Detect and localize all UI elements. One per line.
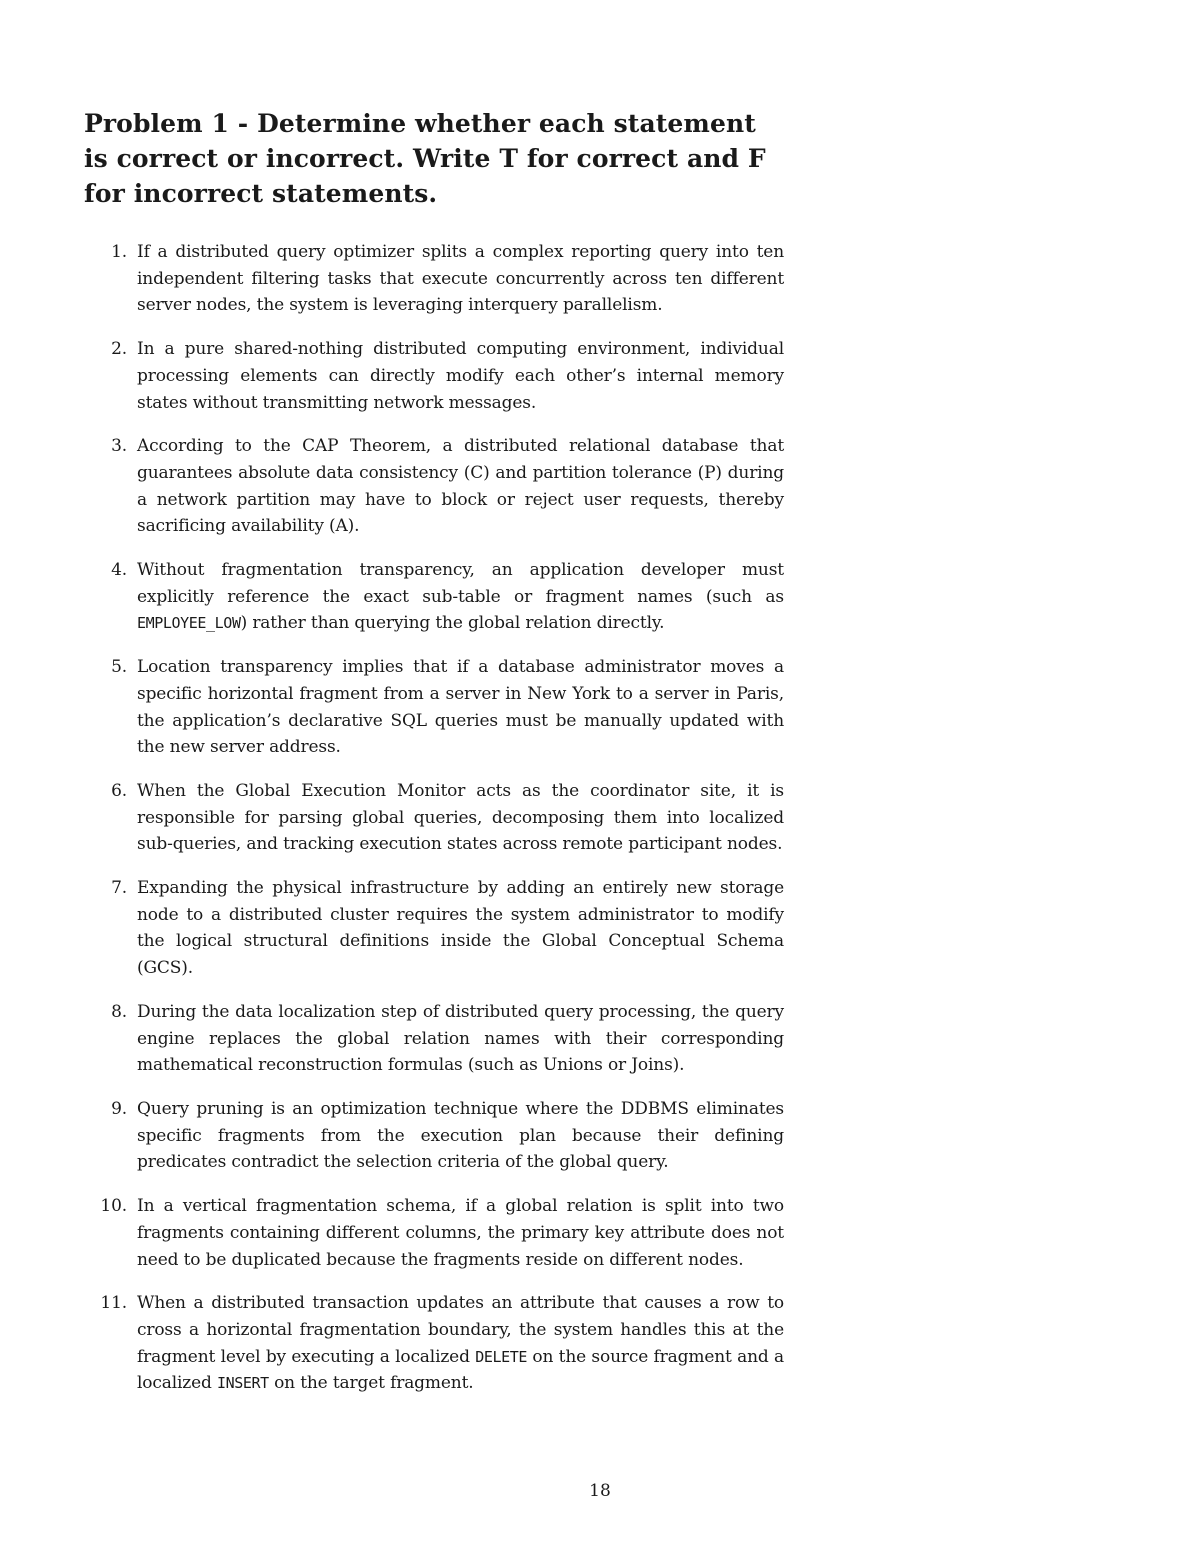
statement-number: 2. — [111, 339, 127, 360]
statement-text: During the data localization step of distributed query processing, the query engine replaces the global relation names with their corresponding mathematical reconstruction formulas (such as Unions or Joins). — [137, 1001, 784, 1076]
page-number: 18 — [589, 1481, 611, 1501]
statement-item — [84, 1096, 784, 1176]
statement-item — [84, 778, 784, 858]
statement-number: 6. — [111, 780, 127, 801]
statement-item — [84, 1193, 784, 1273]
statement-number: 1. — [111, 242, 127, 262]
statement-text: According to the CAP Theorem, a distributed relational database that guarantees absolute data consistency (C) and partition tolerance (P) during a network partition may have to block or reject user requests, thereby sacrificing availability (A). — [137, 436, 784, 537]
statement-text: In a pure shared-nothing distributed computing environment, individual processing elements can directly modify each other’s internal memory states without transmitting network messages. — [137, 339, 784, 413]
statement-number: 7. — [111, 878, 127, 899]
statement-text: When a distributed transaction updates an attribute that causes a row to cross a horizontal fragmentation boundary, the system handles this at the fragment level by executing a localized — [137, 1293, 784, 1367]
statement-number: 5. — [111, 657, 127, 678]
statement-text: Location transparency implies that if a database administrator moves a specific horizontal fragment from a server in New York to a server in Paris, the application’s declarative SQL queries must be manually updated with the new server address. — [137, 657, 784, 758]
document-page — [84, 106, 784, 1414]
statement-item — [84, 999, 784, 1079]
statement-text: When the Global Execution Monitor acts as the coordinator site, it is responsible for parsing global queries, decomposing them into localized sub-queries, and tracking execution states across remote participant nodes. — [137, 780, 784, 855]
statement-number: 8. — [111, 1001, 127, 1022]
statement-text: If a distributed query optimizer splits a complex reporting query into ten independent filtering tasks that execute concurrently across ten different server nodes, the system is leveraging interquery parallelism. — [137, 242, 784, 316]
statement-text: In a vertical fragmentation schema, if a global relation is split into two fragments containing different columns, the primary key attribute does not need to be duplicated because the fragments reside on different nodes. — [137, 1196, 784, 1270]
statement-item — [84, 433, 784, 540]
statement-text: ) rather than querying the global relation directly. — [240, 613, 665, 634]
statement-text: on the source fragment and a localized — [137, 1346, 784, 1394]
statement-number: 11. — [100, 1293, 127, 1314]
statement-text: on the target fragment. — [268, 1373, 474, 1394]
statement-text: Without fragmentation transparency, an application developer must explicitly reference the exact sub-table or fragment names (such as — [137, 560, 784, 607]
statement-item — [84, 557, 784, 637]
statement-text: Query pruning is an optimization technique where the DDBMS eliminates specific fragments from the execution plan because their defining predicates contradict the selection criteria of the global query. — [137, 1098, 784, 1173]
statement-list — [84, 239, 784, 1397]
statement-item — [84, 1290, 784, 1397]
problem-heading: Problem 1 - Determine whether each statement is correct or incorrect. Write T for correct and F for incorrect statements. — [84, 109, 766, 208]
statement-number: 10. — [100, 1196, 127, 1217]
statement-number: 9. — [111, 1098, 127, 1119]
code-term: INSERT — [217, 1374, 269, 1393]
code-term: DELETE — [475, 1347, 527, 1366]
statement-item — [84, 336, 784, 416]
statement-item — [84, 239, 784, 319]
code-term: EMPLOYEE_LOW — [137, 614, 241, 633]
statement-item — [84, 875, 784, 982]
statement-number: 4. — [111, 560, 127, 581]
statement-number: 3. — [111, 436, 127, 457]
statement-item — [84, 654, 784, 761]
statement-text: Expanding the physical infrastructure by adding an entirely new storage node to a distributed cluster requires the system administrator to modify the logical structural definitions inside the Global Conceptual Schema (GCS). — [137, 878, 784, 979]
